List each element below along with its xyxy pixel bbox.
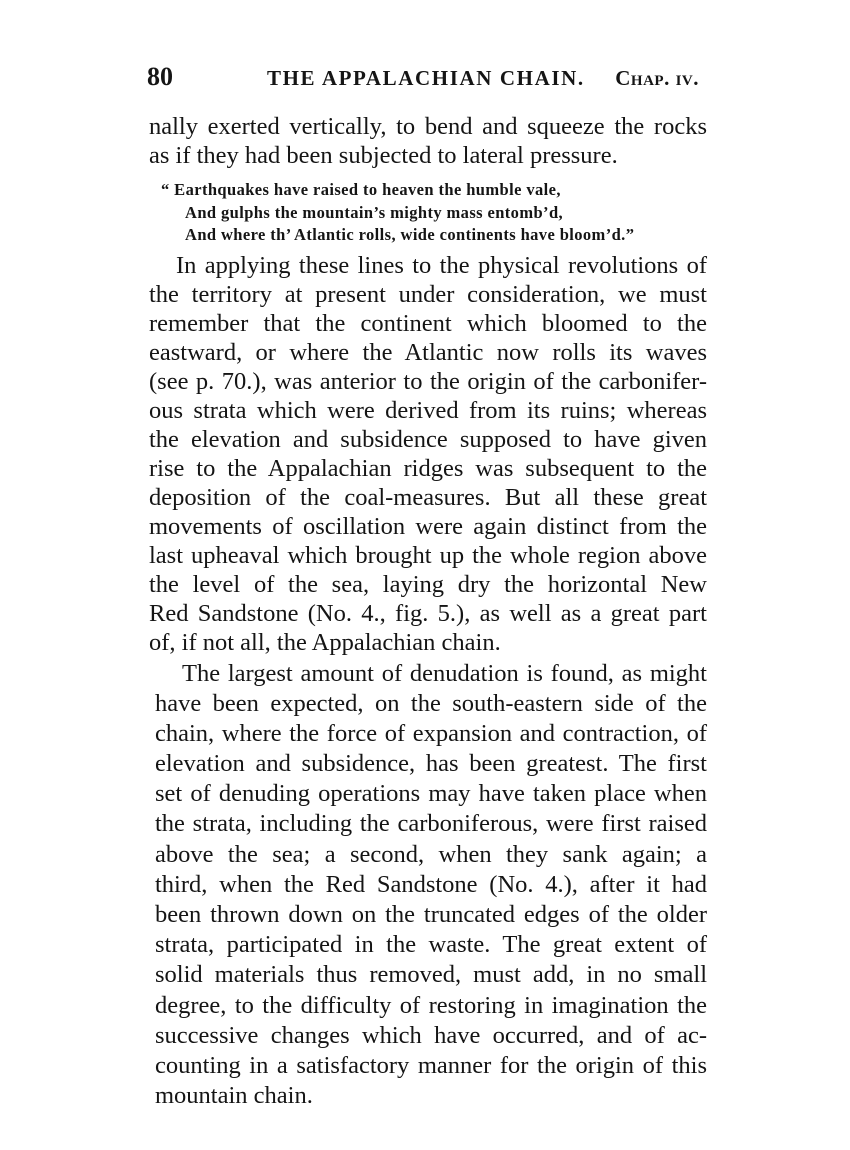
paragraph-denudation	[155, 659, 707, 1111]
text-line: successive changes which have occurred, and of ac-	[155, 1021, 707, 1049]
text-line: rise to the Appalachian ridges was subsequent to the	[149, 454, 707, 482]
text-line: movements of oscillation were again distinct from the	[149, 512, 707, 540]
text-line: the strata, including the carboniferous, were first raised	[155, 810, 707, 838]
verse-line: And where th’ Atlantic rolls, wide continents have bloom’d.”	[185, 225, 635, 244]
text-line: have been expected, on the south-eastern side of the	[155, 689, 707, 717]
body-text	[147, 112, 707, 1110]
running-head	[147, 62, 707, 92]
text-line: eastward, or where the Atlantic now rolls its waves	[149, 338, 707, 366]
text-line: elevation and subsidence, has been greatest. The first	[155, 750, 707, 778]
text-line: strata, participated in the waste. The great extent of	[155, 931, 707, 959]
text-line: chain, where the force of expansion and contraction, of	[155, 719, 707, 747]
verse-line: And gulphs the mountain’s mighty mass entomb’d,	[185, 202, 564, 222]
chapter-reference: Chap. iv.	[615, 66, 699, 90]
text-line: set of denuding operations may have taken place when	[155, 780, 707, 808]
book-page	[147, 62, 707, 1111]
text-line: third, when the Red Sandstone (No. 4.), after it had	[155, 870, 707, 898]
text-line: solid materials thus removed, must add, in no small	[155, 961, 707, 989]
text-line: ous strata which were derived from its ruins; whereas	[149, 396, 707, 424]
text-line: (see p. 70.), was anterior to the origin of the carbonifer-	[149, 367, 707, 395]
text-line: The largest amount of denudation is found, as might	[182, 659, 707, 687]
text-line: of, if not all, the Appalachian chain.	[149, 628, 501, 656]
verse-line: “ Earthquakes have raised to heaven the humble vale,	[161, 180, 561, 199]
paragraph-applying-lines	[149, 251, 707, 657]
text-line: the territory at present under consideration, we must	[149, 280, 707, 308]
text-line: last upheaval which brought up the whole region above	[149, 541, 707, 569]
running-title: THE APPALACHIAN CHAIN.	[267, 66, 585, 90]
text-line: Red Sandstone (No. 4., fig. 5.), as well as a great part	[149, 599, 707, 627]
verse-quotation	[147, 179, 707, 247]
text-line: the level of the sea, laying dry the horizontal New	[149, 570, 707, 598]
text-line: counting in a satisfactory manner for the origin of this	[155, 1051, 707, 1079]
text-line: the elevation and subsidence supposed to have given	[149, 425, 707, 453]
text-line: deposition of the coal-measures. But all these great	[149, 483, 707, 511]
text-line: degree, to the difficulty of restoring in imagination the	[155, 991, 707, 1019]
text-line: mountain chain.	[155, 1082, 313, 1110]
text-line: above the sea; a second, when they sank again; a	[155, 840, 707, 868]
text-line: remember that the continent which bloomed to the	[149, 309, 707, 337]
text-line: as if they had been subjected to lateral pressure.	[149, 142, 618, 169]
text-line: been thrown down on the truncated edges of the older	[155, 901, 707, 928]
page-number: 80	[147, 62, 173, 91]
continued-paragraph	[149, 112, 707, 170]
text-line: In applying these lines to the physical revolutions of	[176, 251, 707, 279]
text-line: nally exerted vertically, to bend and squeeze the rocks	[149, 113, 707, 140]
